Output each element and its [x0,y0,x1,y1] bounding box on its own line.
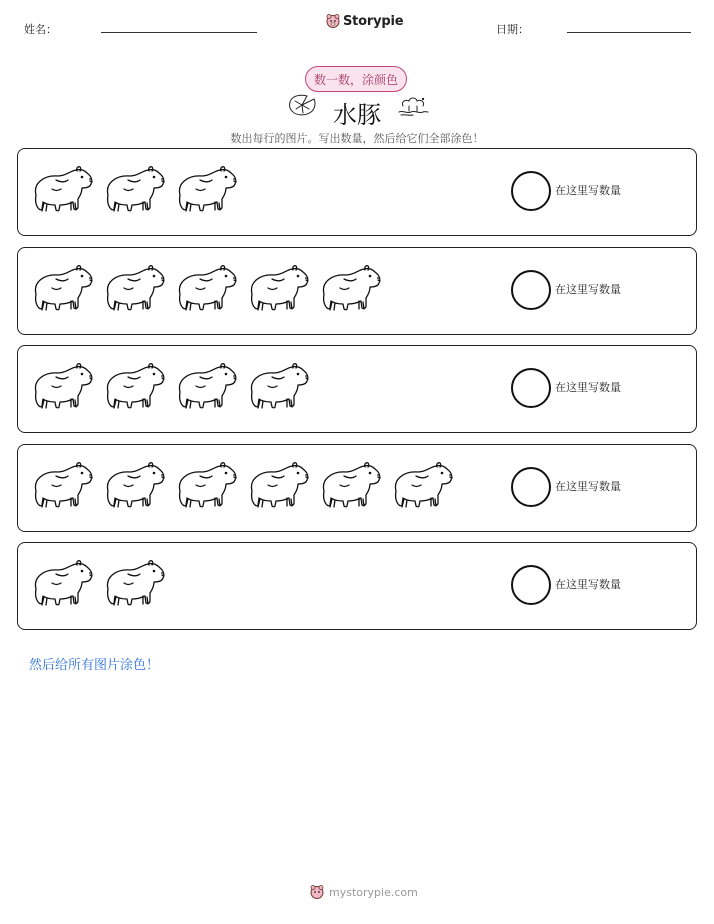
capybara-icon[interactable] [174,362,238,412]
answer-circle[interactable] [511,368,551,408]
name-label: 姓名： [24,23,57,36]
write-count-label: 在这里写数量 [555,184,621,197]
animal-group [30,559,166,609]
storypie-mascot-icon [325,13,341,29]
answer-circle[interactable] [511,171,551,211]
brand-name: Storypie [343,13,404,29]
count-row [17,148,697,236]
name-line[interactable] [101,32,257,33]
write-count-label: 在这里写数量 [555,381,621,394]
answer-circle[interactable] [511,270,551,310]
capybara-icon[interactable] [30,264,94,314]
animal-group [30,165,238,215]
activity-badge: 数一数，涂颜色 [305,66,407,92]
footer [309,884,418,900]
capybara-icon[interactable] [102,264,166,314]
storypie-mascot-icon [309,884,325,900]
capybara-icon[interactable] [102,559,166,609]
capybara-icon[interactable] [318,461,382,511]
brand-logo [325,13,403,29]
capybara-icon[interactable] [102,362,166,412]
capybara-icon[interactable] [30,461,94,511]
count-row [17,247,697,335]
page-title: 水豚 [333,101,381,129]
instructions: 数出每行的图片。写出数量，然后给它们全部涂色！ [230,132,484,145]
footer-url: mystorypie.com [329,885,418,899]
capybara-icon[interactable] [30,362,94,412]
capybara-icon[interactable] [246,362,310,412]
date-line[interactable] [567,32,691,33]
capybara-icon[interactable] [102,461,166,511]
count-row [17,444,697,532]
capybara-icon[interactable] [102,165,166,215]
answer-circle[interactable] [511,467,551,507]
capybara-icon[interactable] [318,264,382,314]
coloring-note: 然后给所有图片涂色！ [29,658,160,673]
capybara-icon[interactable] [246,264,310,314]
date-label: 日期： [496,23,529,36]
animal-group [30,461,454,511]
capybara-icon[interactable] [174,461,238,511]
capybara-icon[interactable] [246,461,310,511]
capybara-icon[interactable] [30,559,94,609]
write-count-label: 在这里写数量 [555,283,621,296]
pond-scene-icon [397,94,429,118]
animal-group [30,362,310,412]
animal-group [30,264,382,314]
count-row [17,345,697,433]
write-count-label: 在这里写数量 [555,578,621,591]
capybara-icon[interactable] [174,264,238,314]
capybara-icon[interactable] [390,461,454,511]
capybara-icon[interactable] [174,165,238,215]
answer-circle[interactable] [511,565,551,605]
write-count-label: 在这里写数量 [555,480,621,493]
count-row [17,542,697,630]
capybara-icon[interactable] [30,165,94,215]
